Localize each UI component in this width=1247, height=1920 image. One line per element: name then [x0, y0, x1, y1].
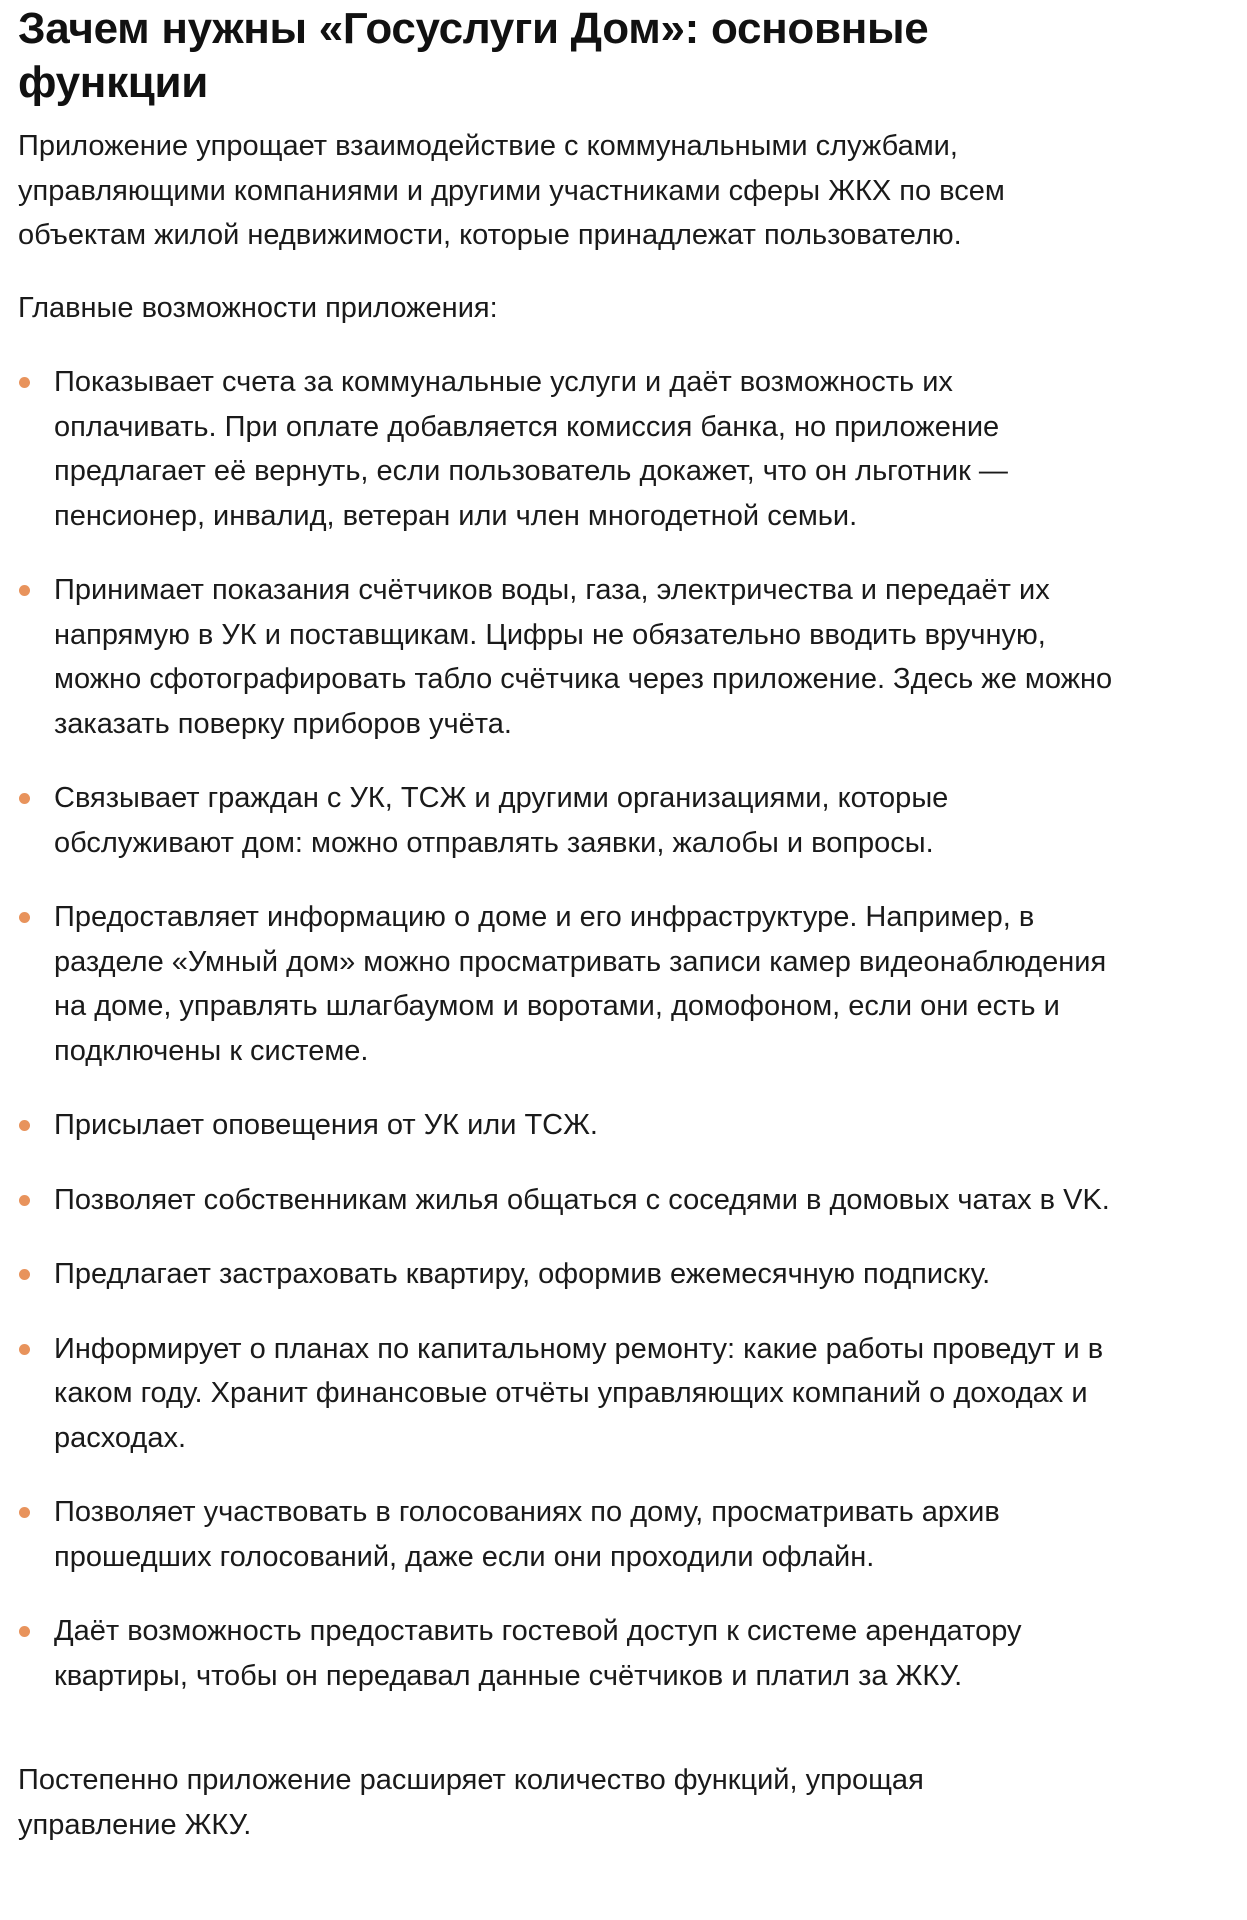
bullet-dot-icon: [19, 1195, 30, 1206]
feature-text: Предлагает застраховать квартиру, оформив ежемесячную подписку.: [54, 1258, 991, 1290]
feature-text: Позволяет участвовать в голосованиях по дому, просматривать архив прошедших голосований, даже если они проходили офлайн.: [54, 1496, 1000, 1573]
feature-item: [18, 1103, 1118, 1148]
bullet-dot-icon: [19, 1120, 30, 1131]
feature-text: Даёт возможность предоставить гостевой доступ к системе арендатору квартиры, чтобы он передавал данные счётчиков и платил за ЖКУ.: [54, 1615, 1022, 1692]
feature-item: [18, 895, 1118, 1073]
feature-text: Показывает счета за коммунальные услуги и даёт возможность их оплачивать. При оплате добавляется комиссия банка, но приложение предлагает её вернуть, если пользователь докажет, что он льготник — пенсионер, инвалид, ветеран или член многодетной семьи.: [54, 366, 1008, 532]
bullet-dot-icon: [19, 1269, 30, 1280]
bullet-dot-icon: [19, 793, 30, 804]
feature-item: [18, 1178, 1118, 1223]
bullet-dot-icon: [19, 1626, 30, 1637]
bullet-dot-icon: [19, 1507, 30, 1518]
feature-text: Информирует о планах по капитальному ремонту: какие работы проведут и в каком году. Хранит финансовые отчёты управляющих компаний о доходах и расходах.: [54, 1332, 1104, 1454]
bullet-dot-icon: [19, 377, 30, 388]
feature-text: Позволяет собственникам жилья общаться с соседями в домовых чатах в VK.: [54, 1183, 1110, 1216]
features-list: [18, 360, 1118, 1698]
feature-item: [18, 1327, 1118, 1461]
feature-item: [18, 568, 1118, 746]
feature-text: Принимает показания счётчиков воды, газа, электричества и передаёт их напрямую в УК и поставщикам. Цифры не обязательно вводить вручную, можно сфотографировать табло счётчика через приложение. Здесь же можно заказать поверку приборов учёта.: [54, 574, 1113, 740]
article-title: Зачем нужны «Госуслуги Дом»: основные функции: [18, 4, 929, 107]
feature-text: Присылает оповещения от УК или ТСЖ.: [54, 1109, 598, 1141]
feature-item: [18, 360, 1118, 538]
feature-text: Предоставляет информацию о доме и его инфраструктуре. Например, в разделе «Умный дом» можно просматривать записи камер видеонаблюдения на доме, управлять шлагбаумом и воротами, домофоном, если они есть и подключены к системе.: [54, 901, 1107, 1067]
bullet-dot-icon: [19, 1344, 30, 1355]
features-lead: Главные возможности приложения:: [18, 291, 498, 324]
feature-text: Связывает граждан с УК, ТСЖ и другими организациями, которые обслуживают дом: можно отправлять заявки, жалобы и вопросы.: [54, 782, 949, 859]
feature-item: [18, 1609, 1118, 1698]
feature-item: [18, 1252, 1118, 1297]
feature-item: [18, 776, 1118, 865]
outro-paragraph: Постепенно приложение расширяет количество функций, упрощая управление ЖКУ.: [18, 1764, 924, 1841]
intro-paragraph: Приложение упрощает взаимодействие с коммунальными службами, управляющими компаниями и другими участниками сферы ЖКХ по всем объектам жилой недвижимости, которые принадлежат пользователю.: [18, 130, 1005, 251]
bullet-dot-icon: [19, 585, 30, 596]
bullet-dot-icon: [19, 912, 30, 923]
feature-item: [18, 1490, 1118, 1579]
